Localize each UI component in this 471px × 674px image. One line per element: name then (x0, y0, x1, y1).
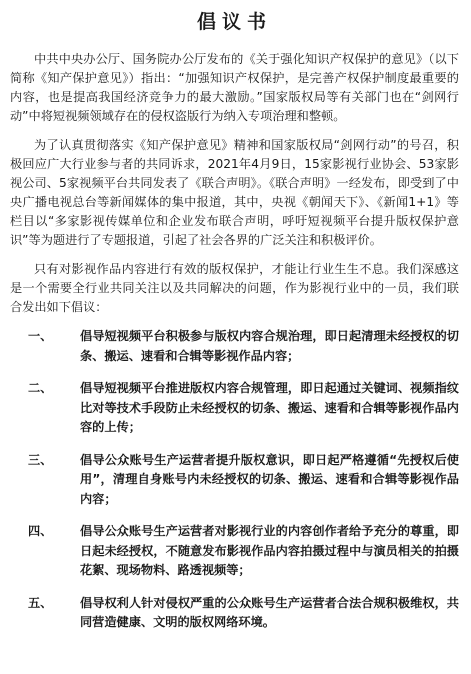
proposal-text: 倡导短视频平台推进版权内容合规管理，即日起通过关键词、视频指纹比对等技术手段防止未经授权的切条、搬运、速看和合辑等影视作品内容的上传； (80, 381, 459, 434)
proposal-item (10, 451, 459, 510)
proposal-text: 倡导公众账号生产运营者对影视行业的内容创作者给予充分的尊重，即日起未经授权，不随意发布影视作品内容拍摄过程中与演员相关的拍摄花絮、现场物料、路透视频等； (80, 524, 459, 577)
proposal-text: 倡导短视频平台积极参与版权内容合规治理，即日起清理未经授权的切条、搬运、速看和合辑等影视作品内容； (80, 329, 459, 363)
proposal-text: 倡导公众账号生产运营者提升版权意识，即日起严格遵循“先授权后使用”，清理自身账号内未经授权的切条、搬运、速看和合辑等影视作品内容； (80, 452, 459, 506)
proposal-number: 五、 (28, 595, 53, 610)
proposal-number: 一、 (28, 329, 53, 343)
document-title: 倡议书 (196, 11, 272, 33)
paragraph-appeal: 只有对影视作品内容进行有效的版权保护，才能让行业生生不息。我们深感这是一个需要全行业共同关注以及共同解决的问题，作为影视行业中的一员，我们联合发出如下倡议： (10, 262, 459, 314)
proposal-number: 四、 (28, 524, 53, 538)
proposal-item (10, 594, 459, 633)
proposal-number: 三、 (28, 452, 53, 467)
proposal-item (10, 379, 459, 438)
paragraph-intro: 中共中央办公厅、国务院办公厅发布的《关于强化知识产权保护的意见》（以下简称《知产保护意见》）指出：“加强知识产权保护，是完善产权保护制度最重要的内容，也是提高我国经济竞争力的最大激励。”国家版权局等有关部门也在“剑网行动”中将短视频领域存在的侵权盗版行为纳入专项治理和整顿。 (10, 52, 459, 123)
paragraph-statement: 为了认真贯彻落实《知产保护意见》精神和国家版权局“剑网行动”的号召，积极回应广大行业参与者的共同诉求，2021年4月9日，15家影视行业协会、53家影视公司、5家视频平台共同发表了《联合声明》。《联合声明》一经发布，即受到了中央广播电视总台等新闻媒体的集中报道，其中，央视《朝闻天下》、《新闻1+1》等栏目以“多家影视传媒单位和企业发布联合声明，呼吁短视频平台提升版权保护意识”等为题进行了专题报道，引起了社会各界的广泛关注和积极评价。 (10, 138, 459, 247)
proposal-item (10, 327, 459, 366)
proposal-item (10, 522, 459, 581)
proposal-number: 二、 (28, 381, 53, 395)
proposal-text: 倡导权利人针对侵权严重的公众账号生产运营者合法合规积极维权，共同营造健康、文明的版权网络环境。 (80, 595, 459, 629)
